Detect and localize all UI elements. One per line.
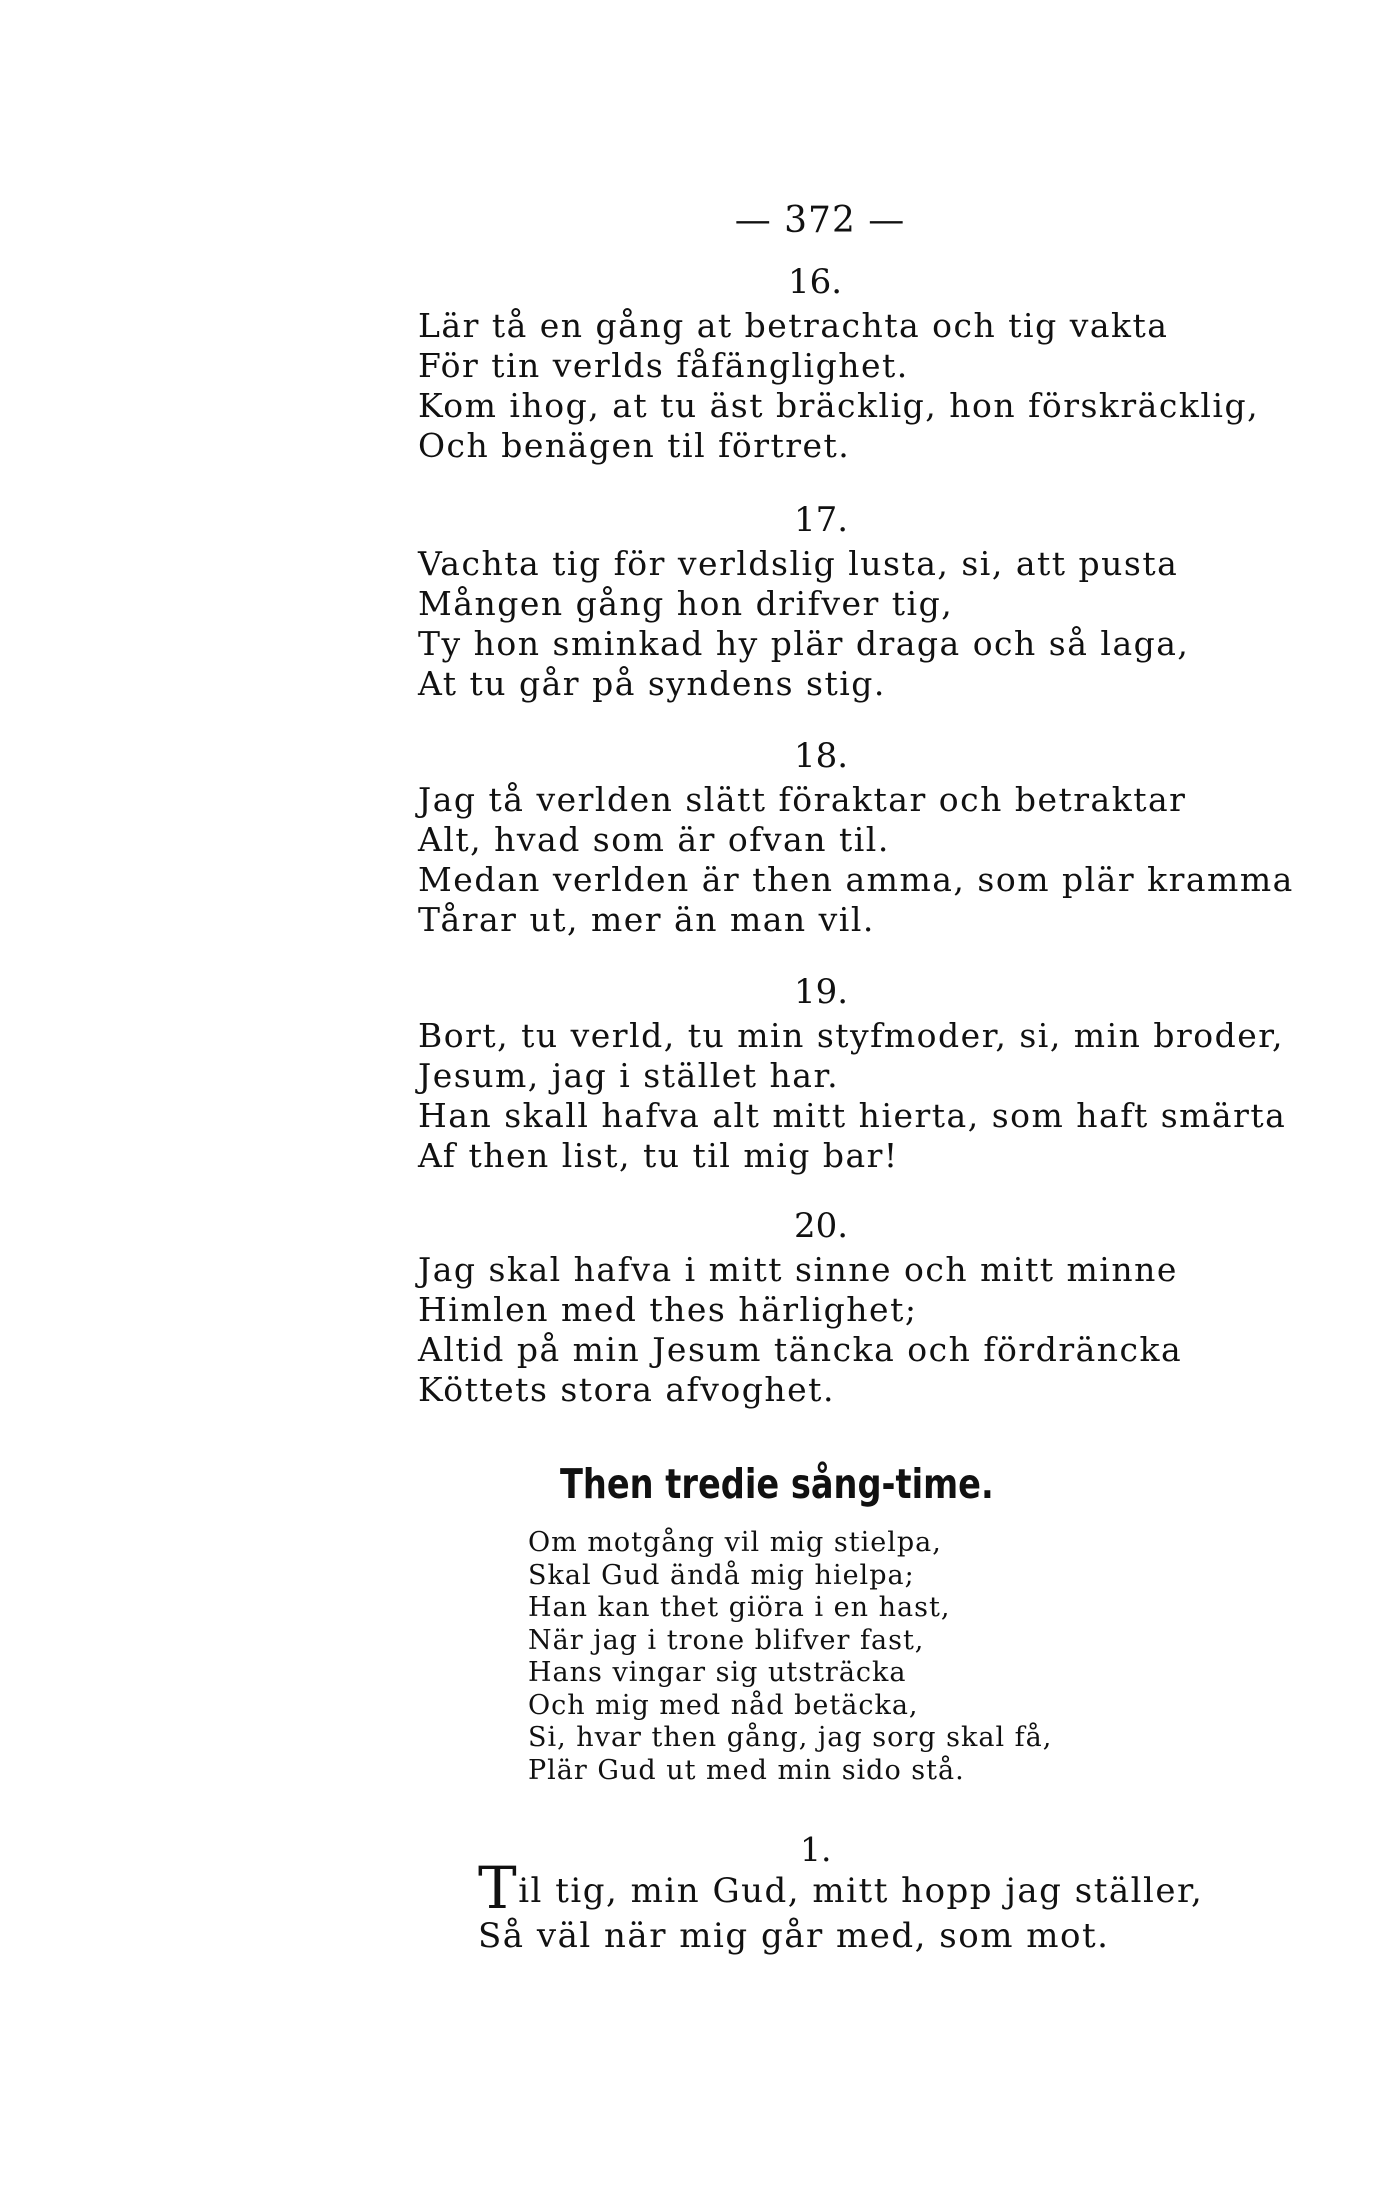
verse-line: Vachta tig för verldslig lusta, si, att pusta bbox=[418, 544, 1179, 583]
verse-line: Ty hon sminkad hy plär draga och så laga, bbox=[418, 624, 1190, 663]
drop-cap: T bbox=[478, 1854, 519, 1922]
motto-line: När jag i trone blifver fast, bbox=[528, 1624, 925, 1656]
motto-line: Han kan thet giöra i en hast, bbox=[528, 1592, 951, 1623]
verse-line: Han skall hafva alt mitt hierta, som haft smärta bbox=[418, 1096, 1287, 1135]
stanza-1-lines bbox=[478, 1854, 1204, 1959]
stanza-number: 16. bbox=[788, 262, 843, 302]
verse-line: För tin verlds fåfänglighet. bbox=[418, 346, 909, 385]
motto-line: Si, hvar then gång, jag sorg skal få, bbox=[528, 1722, 1053, 1753]
stanza-19 bbox=[418, 972, 1318, 1176]
verse-line: Kom ihog, at tu äst bräcklig, hon förskräcklig, bbox=[418, 386, 1260, 425]
motto-verse bbox=[528, 1527, 1228, 1787]
motto-line: Och mig med nåd betäcka, bbox=[528, 1689, 919, 1721]
verse-line: Himlen med thes härlighet; bbox=[418, 1290, 918, 1329]
motto-line: Skal Gud ändå mig hielpa; bbox=[528, 1559, 915, 1591]
verse-line: At tu går på syndens stig. bbox=[418, 664, 886, 703]
stanza-number: 17. bbox=[794, 500, 849, 540]
verse-line: Altid på min Jesum täncka och fördräncka bbox=[418, 1330, 1183, 1369]
stanza-number: 19. bbox=[794, 972, 849, 1012]
verse-line: Jag tå verlden slätt föraktar och betraktar bbox=[418, 780, 1187, 819]
verse-line: Mången gång hon drifver tig, bbox=[418, 584, 954, 623]
stanza-20 bbox=[418, 1206, 1318, 1410]
verse-line: Lär tå en gång at betrachta och tig vakta bbox=[418, 306, 1169, 345]
page-number: — 372 — bbox=[734, 200, 906, 241]
motto-line: Plär Gud ut med min sido stå. bbox=[528, 1754, 965, 1786]
stanza-17 bbox=[418, 500, 1318, 704]
motto-line: Hans vingar sig utsträcka bbox=[528, 1657, 907, 1688]
stanza-16 bbox=[418, 262, 1318, 466]
verse-line: Alt, hvad som är ofvan til. bbox=[418, 820, 890, 859]
stanza-18 bbox=[418, 736, 1318, 940]
verse-line: Medan verlden är then amma, som plär kramma bbox=[418, 860, 1294, 899]
verse-line: Jesum, jag i stället har. bbox=[418, 1056, 840, 1095]
stanza-number: 20. bbox=[794, 1206, 849, 1246]
verse-line: Af then list, tu til mig bar! bbox=[418, 1136, 899, 1175]
verse-line: Tårar ut, mer än man vil. bbox=[418, 900, 875, 939]
verse-line: Så väl när mig går med, som mot. bbox=[478, 1916, 1110, 1956]
verse-line-first bbox=[478, 1854, 1204, 1922]
motto-line: Om motgång vil mig stielpa, bbox=[528, 1527, 942, 1558]
verse-line: Och benägen til förtret. bbox=[418, 426, 851, 465]
verse-line: Jag skal hafva i mitt sinne och mitt minne bbox=[418, 1250, 1178, 1289]
verse-line: Köttets stora afvoghet. bbox=[418, 1370, 835, 1409]
section-heading: Then tredie sång-time. bbox=[560, 1460, 994, 1508]
verse-line-rest: il tig, min Gud, mitt hopp jag ställer, bbox=[518, 1871, 1204, 1911]
stanza-number: 1. bbox=[800, 1830, 832, 1869]
verse-line: Bort, tu verld, tu min styfmoder, si, min broder, bbox=[418, 1016, 1284, 1055]
stanza-number: 18. bbox=[794, 736, 849, 776]
